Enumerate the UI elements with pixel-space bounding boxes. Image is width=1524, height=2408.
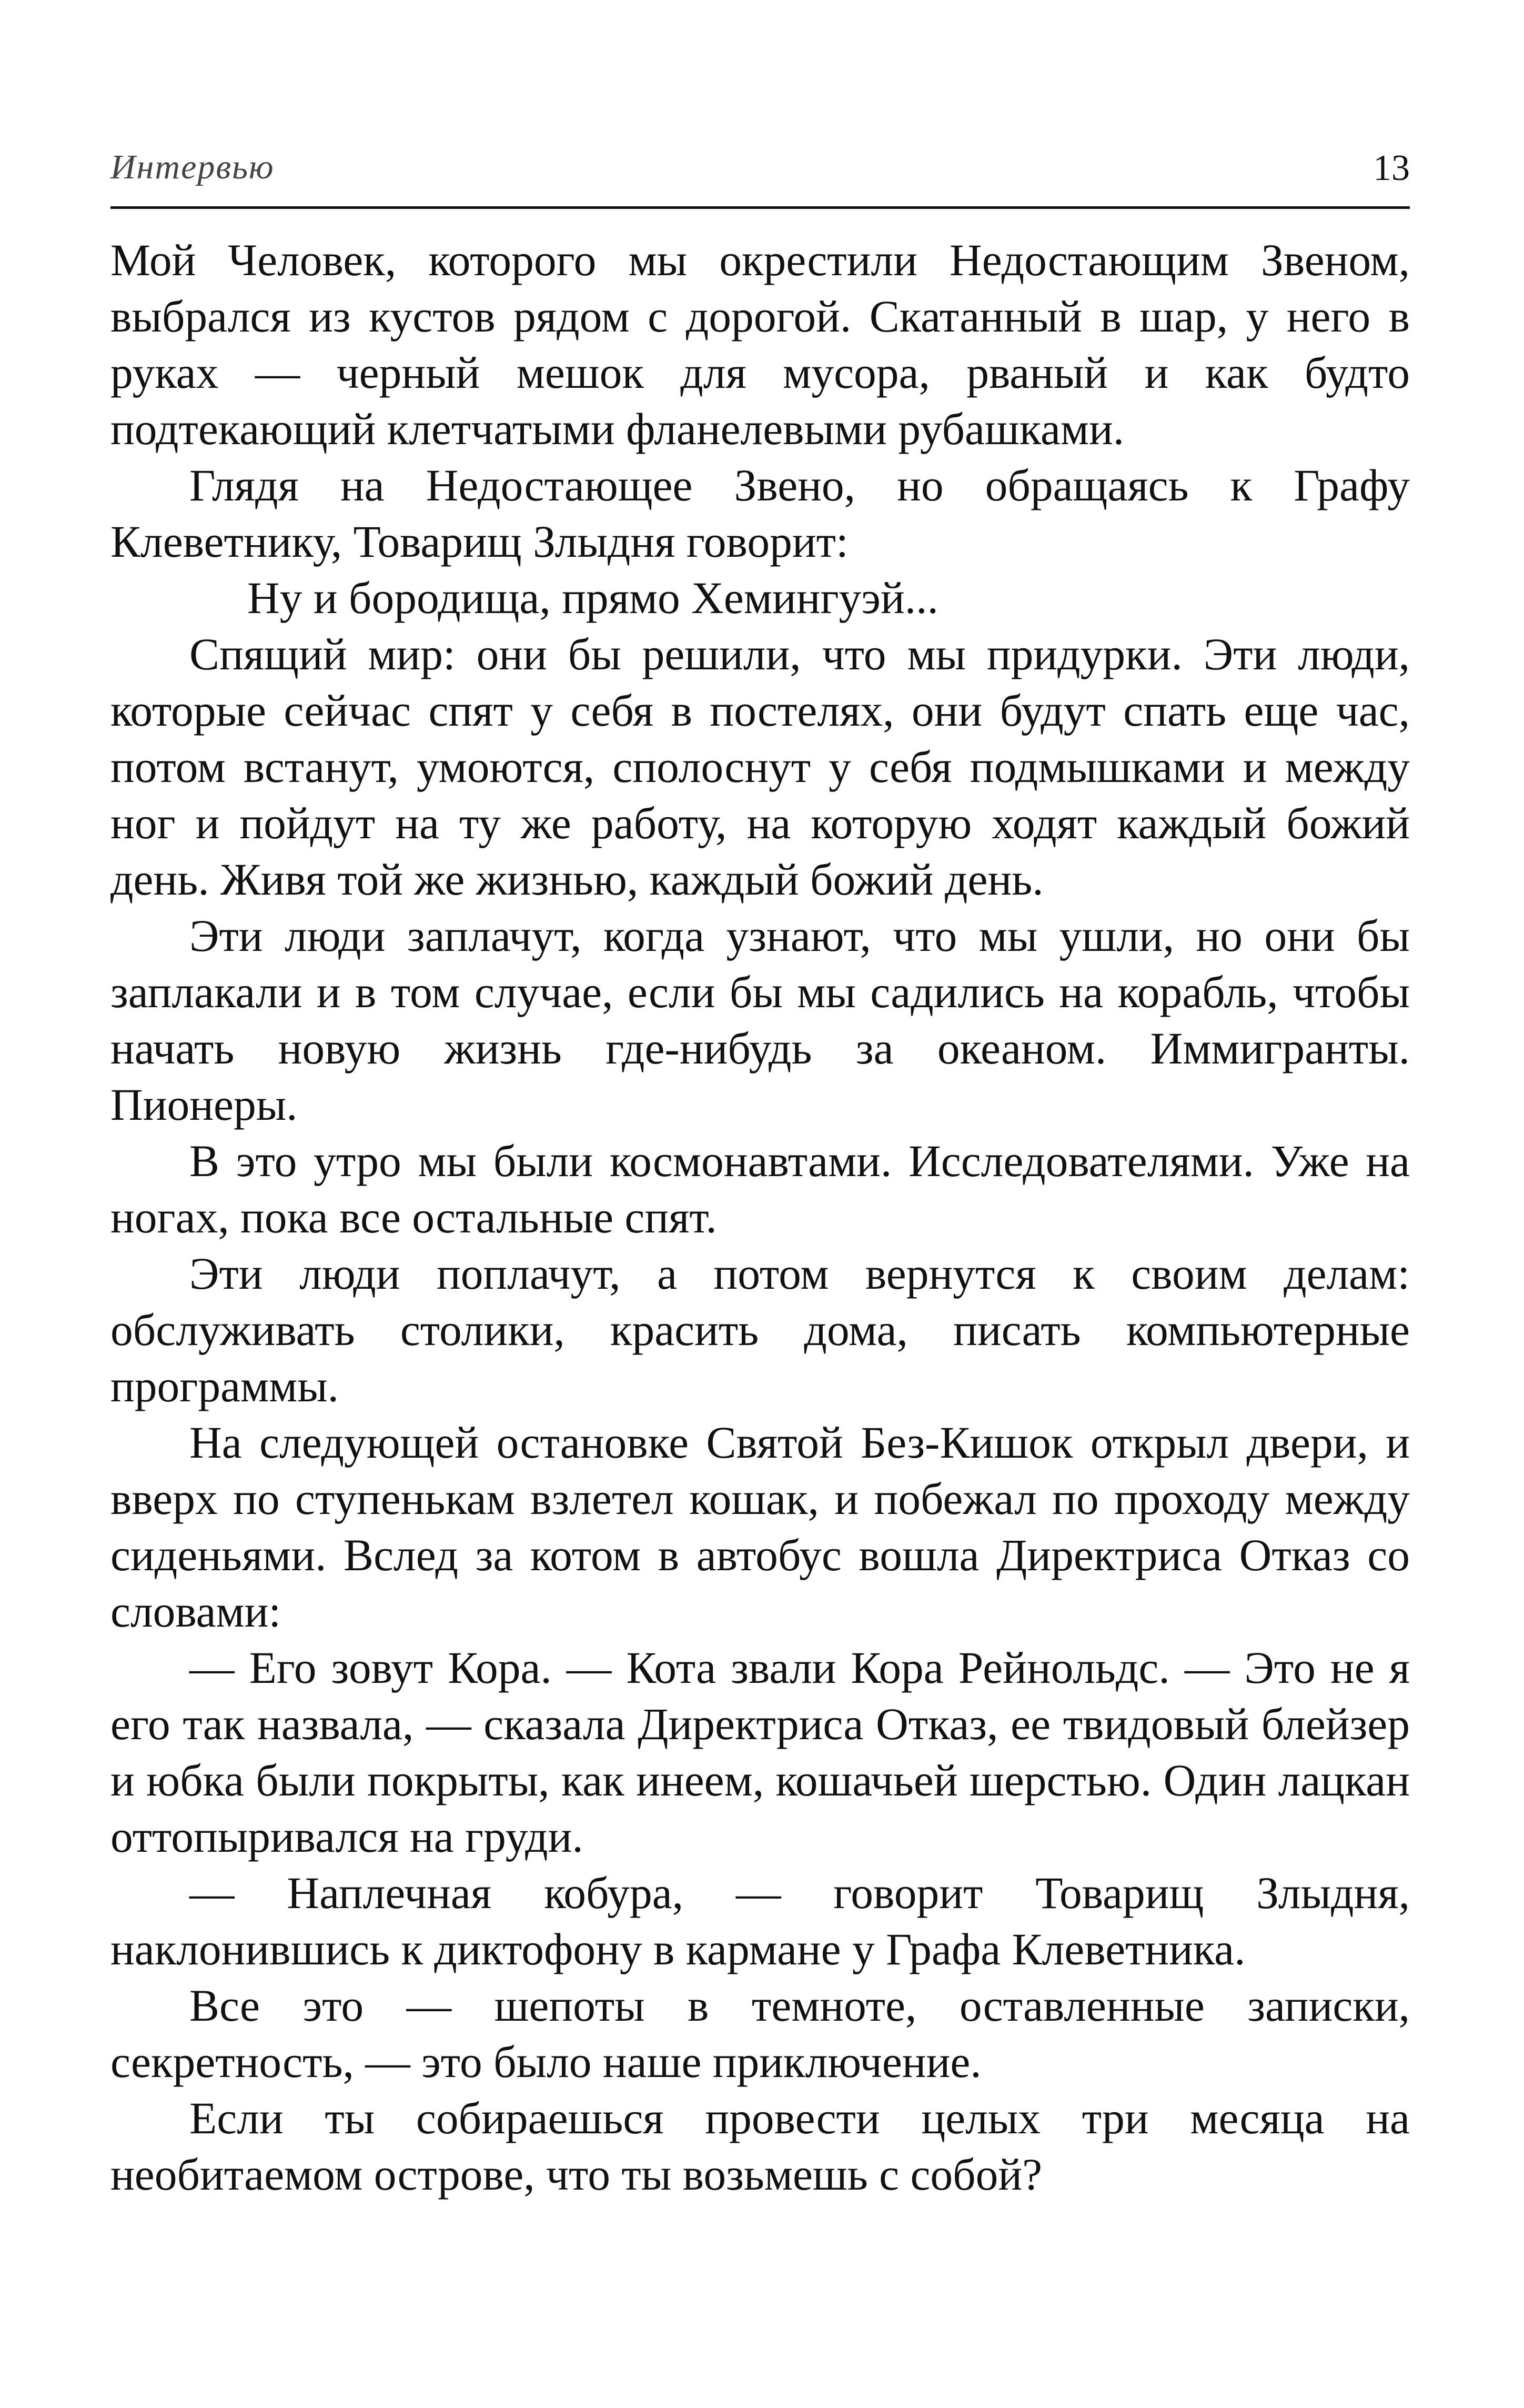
paragraph: — Наплечная кобура, — говорит Товарищ Злыдня, наклонившись к диктофону в кармане у Графа Клеветника. — [110, 1869, 1410, 1974]
running-header — [110, 147, 1410, 205]
running-header-title: Интервью — [110, 148, 275, 186]
paragraph: Мой Человек, которого мы окрестили Недостающим Звеном, выбрался из кустов рядом с дорогой. Скатанный в шар, у него в руках — черный мешок для мусора, рваный и как будто подтекающий клетчатыми фланелевыми рубашками. — [110, 236, 1410, 454]
paragraph: Глядя на Недостающее Звено, но обращаясь к Графу Клеветнику, Товарищ Злыдня говорит: — [110, 461, 1410, 567]
page-number: 13 — [1373, 148, 1410, 188]
paragraph: Спящий мир: они бы решили, что мы придурки. Эти люди, которые сейчас спят у себя в постелях, они будут спать еще час, потом встанут, умоются, сполоснут у себя подмышками и между ног и пойдут на ту же работу, на которую ходят каждый божий день. Живя той же жизнью, каждый божий день. — [110, 630, 1410, 905]
paragraph: На следующей остановке Святой Без-Кишок открыл двери, и вверх по ступенькам взлетел кошак, и побежал по проходу между сиденьями. Вслед за котом в автобус вошла Директриса Отказ со словами: — [110, 1418, 1410, 1637]
paragraph: Все это — шепоты в темноте, оставленные записки, секретность, — это было наше приключение. — [110, 1981, 1410, 2087]
paragraph: В это утро мы были космонавтами. Исследователями. Уже на ногах, пока все остальные спят. — [110, 1137, 1410, 1242]
book-page — [110, 147, 1410, 2203]
paragraph: Если ты собираешься провести целых три месяца на необитаемом острове, что ты возьмешь с собой? — [110, 2094, 1410, 2200]
paragraph: Эти люди поплачут, а потом вернутся к своим делам: обслуживать столики, красить дома, писать компьютерные программы. — [110, 1249, 1410, 1411]
paragraph: — Его зовут Кора. — Кота звали Кора Рейнольдс. — Это не я его так назвала, — сказала Директриса Отказ, ее твидовый блейзер и юбка были покрыты, как инеем, кошачьей шерстью. Один лацкан оттопыривался на груди. — [110, 1643, 1410, 1862]
quoted-line: Ну и бородища, прямо Хемингуэй... — [247, 574, 938, 623]
body-text — [110, 233, 1410, 2203]
header-rule — [110, 206, 1410, 209]
paragraph: Эти люди заплачут, когда узнают, что мы ушли, но они бы заплакали и в том случае, если бы мы садились на корабль, чтобы начать новую жизнь где-нибудь за океаном. Иммигранты. Пионеры. — [110, 911, 1410, 1130]
